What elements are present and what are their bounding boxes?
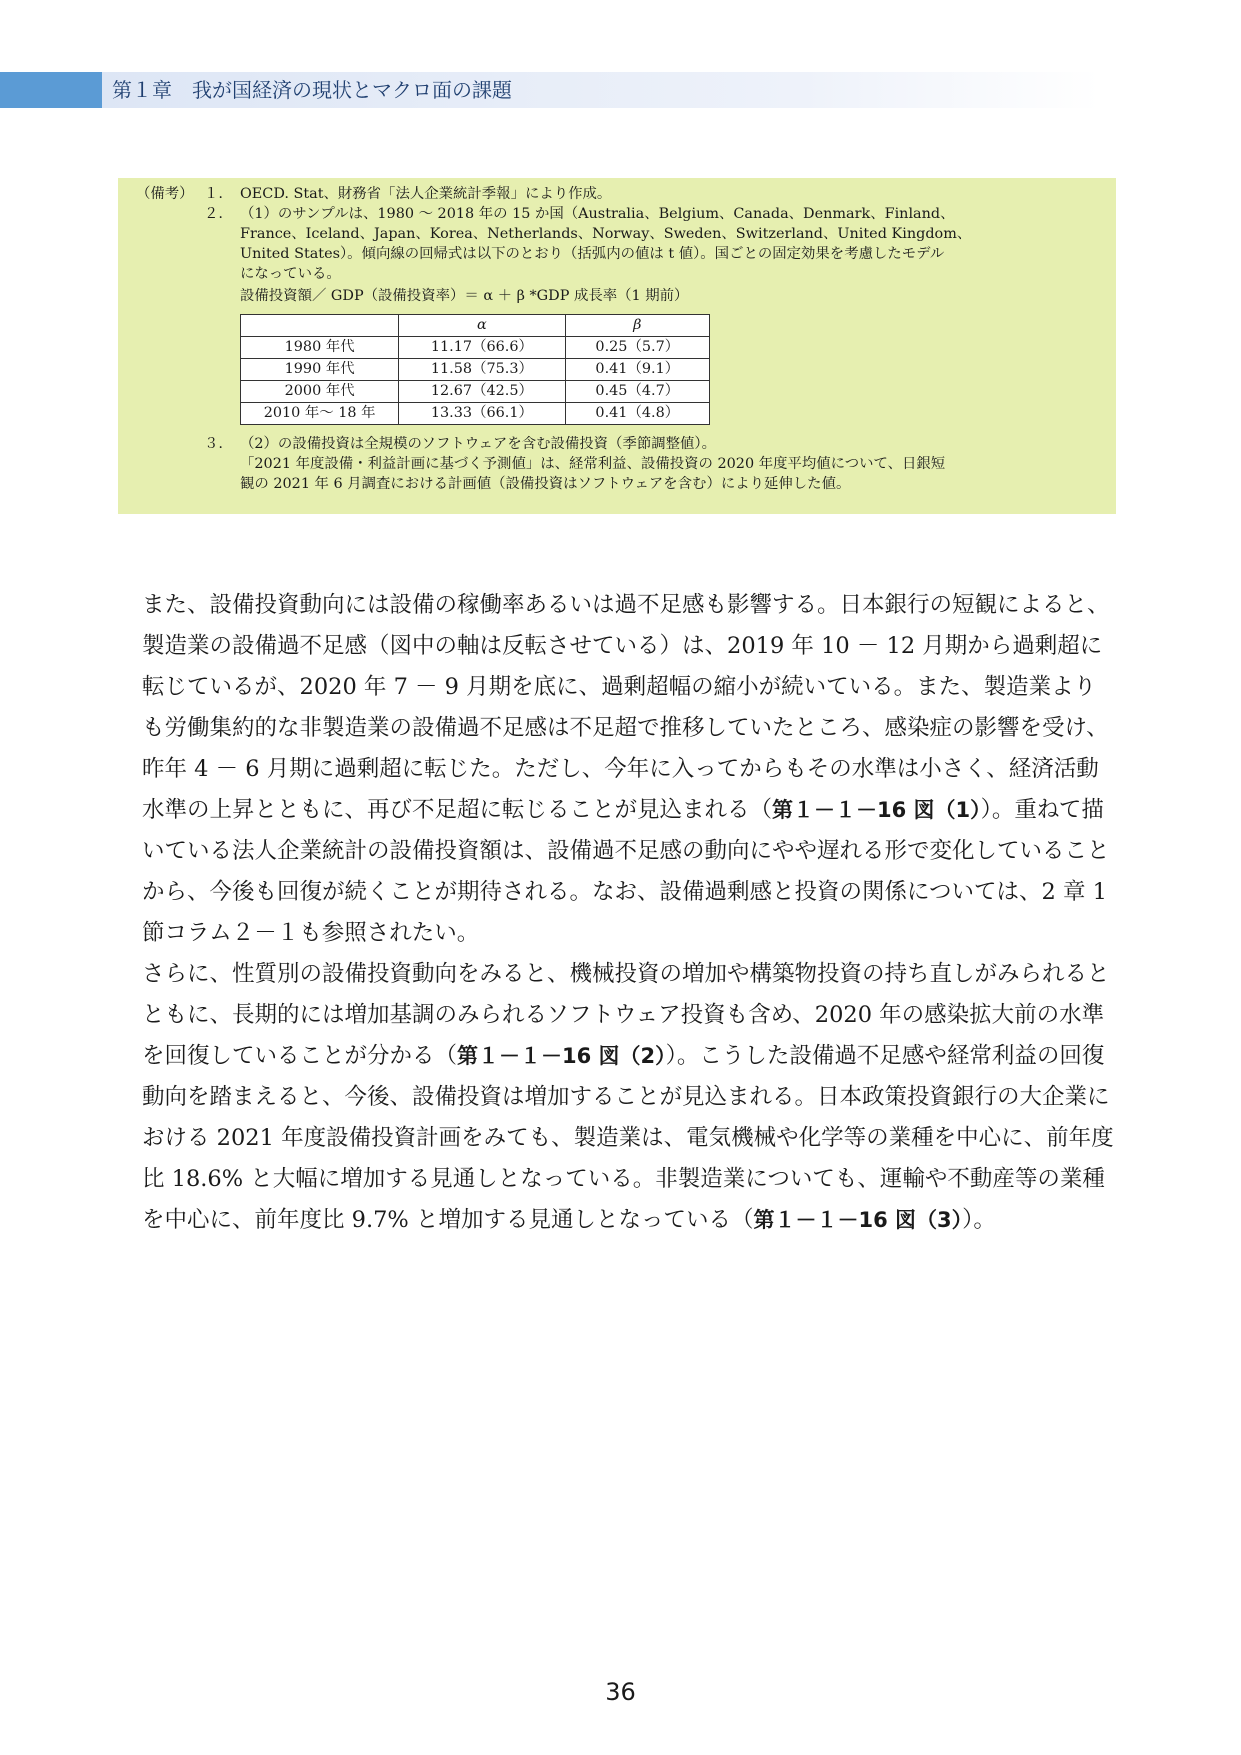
note-3-line: 観の 2021 年 6 月調査における計画値（設備投資はソフトウェアを含む）により延伸した値。 <box>240 476 851 492</box>
note-3-line: （2）の設備投資は全規模のソフトウェアを含む設備投資（季節調整値）。 <box>240 436 716 452</box>
figure-reference: 第１－１－16 図（1） <box>772 798 981 822</box>
figure-reference: 第１－１－16 図（3） <box>753 1208 963 1232</box>
paragraph-2-text: ）。 <box>962 1207 996 1233</box>
body-text <box>120 585 1118 1241</box>
header-accent-tab <box>0 72 102 108</box>
note-1-line: OECD. Stat、財務省「法人企業統計季報」により作成。 <box>240 186 612 202</box>
table-cell: 0.41（4.8） <box>565 403 709 425</box>
paragraph-2-text: ）。こうした設備過不足感や経常利益の回復動向を踏まえると、今後、設備投資は増加することが見込まれる。日本政策投資銀行の大企業における 2021 年度設備投資計画をみても、製造業は、電気機械や化学等の業種を中心に、前年度比 18.6% と大幅に増加する見通しとなっている。非製造業についても、運輸や不動産等の業種を中心に、前年度比 9.7% と増加する見通しとなっている（ <box>142 1043 1114 1233</box>
table-cell: 0.25（5.7） <box>565 337 709 359</box>
table-row <box>241 381 710 403</box>
table-cell: 12.67（42.5） <box>399 381 565 403</box>
notes-box <box>118 178 1116 514</box>
note-number-1: １. <box>204 186 223 202</box>
table-cell: 13.33（66.1） <box>399 403 565 425</box>
paragraph-2-text: さらに、性質別の設備投資動向をみると、機械投資の増加や構築物投資の持ち直しがみられるとともに、長期的には増加基調のみられるソフトウェア投資も含め、2020 年の感染拡大前の水準を回復していることが分かる（ <box>142 961 1110 1069</box>
chapter-title: 第１章 我が国経済の現状とマクロ面の課題 <box>112 78 512 102</box>
paragraph-1 <box>120 585 1118 954</box>
table-header-cell: β <box>565 315 709 337</box>
table-cell: 2000 年代 <box>241 381 399 403</box>
paragraph-1-text: また、設備投資動向には設備の稼働率あるいは過不足感も影響する。日本銀行の短観によると、製造業の設備過不足感（図中の軸は反転させている）は、2019 年 10 － 12 月期から過剰超に転じているが、2020 年 7 － 9 月期を底に、過剰超幅の縮小が続いている。また、製造業よりも労働集約的な非製造業の設備過不足感は不足超で推移していたところ、感染症の影響を受け、昨年 4 － 6 月期に過剰超に転じた。ただし、今年に入ってからもその水準は小さく、経済活動水準の上昇とともに、再び不足超に転じることが見込まれる（ <box>142 592 1110 823</box>
page-number: 36 <box>605 1678 636 1706</box>
table-header-cell: α <box>399 315 565 337</box>
note-2-line: United States）。傾向線の回帰式は以下のとおり（括弧内の値は t 値）。国ごとの固定効果を考慮したモデル <box>240 246 945 262</box>
paragraph-2 <box>120 954 1118 1241</box>
table-cell: 0.45（4.7） <box>565 381 709 403</box>
table-cell: 1980 年代 <box>241 337 399 359</box>
figure-reference: 第１－１－16 図（2） <box>457 1044 666 1068</box>
note-2-line: （1）のサンプルは、1980 ～ 2018 年の 15 か国（Australia、Belgium、Canada、Denmark、Finland、 <box>240 206 955 222</box>
chapter-header <box>0 72 1100 108</box>
note-2-line: France、Iceland、Japan、Korea、Netherlands、Norway、Sweden、Switzerland、United Kingdom、 <box>240 226 972 242</box>
table-cell: 11.17（66.6） <box>399 337 565 359</box>
table-cell: 0.41（9.1） <box>565 359 709 381</box>
note-3-line: 「2021 年度設備・利益計画に基づく予測値」は、経常利益、設備投資の 2020 年度平均値について、日銀短 <box>240 456 946 472</box>
table-row <box>241 403 710 425</box>
table-row <box>241 359 710 381</box>
note-number-2: ２. <box>204 206 223 222</box>
note-number-3: ３. <box>204 436 223 452</box>
coefficient-table <box>240 314 710 425</box>
table-header-row <box>241 315 710 337</box>
table-cell: 11.58（75.3） <box>399 359 565 381</box>
notes-label: （備考） <box>136 186 194 202</box>
table-header-cell <box>241 315 399 337</box>
paragraph-1-text: ）。重ねて描いている法人企業統計の設備投資額は、設備過不足感の動向にやや遅れる形で変化していることから、今後も回復が続くことが期待される。なお、設備過剰感と投資の関係については、2 章 1 節コラム２－１も参照されたい。 <box>142 797 1110 946</box>
table-cell: 2010 年～ 18 年 <box>241 403 399 425</box>
table-row <box>241 337 710 359</box>
table-cell: 1990 年代 <box>241 359 399 381</box>
note-2-line: になっている。 <box>240 266 341 282</box>
regression-formula: 設備投資額／ GDP（設備投資率）＝ α ＋ β *GDP 成長率（1 期前） <box>240 288 689 304</box>
